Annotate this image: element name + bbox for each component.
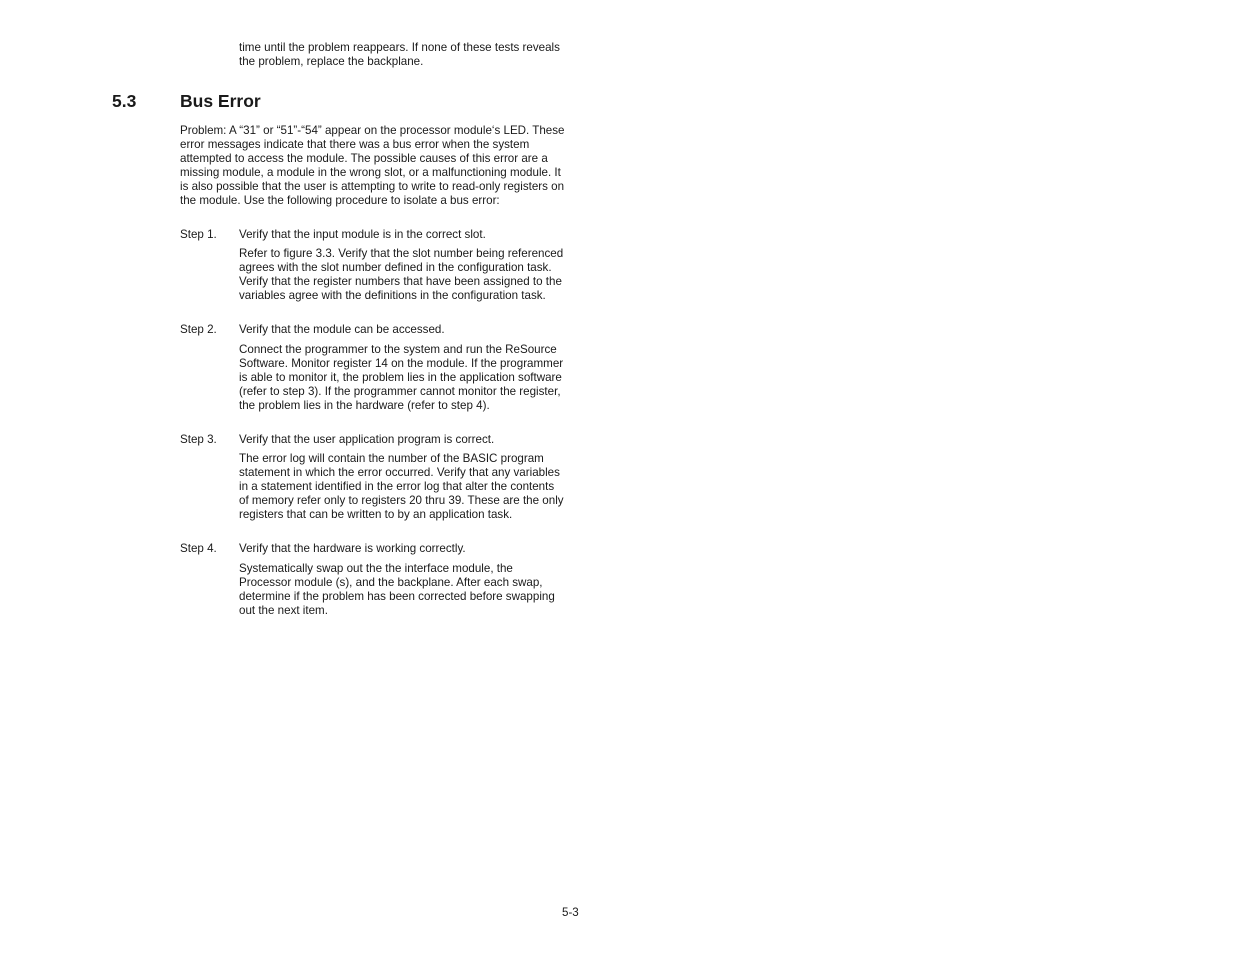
step-3-body: The error log will contain the number of the BASIC program statement in which the error occurred. Verify that any variables in a statement identified in the error log that alter the contents of memory refer only to registers 20 thru 39. These are the only registers that can be written to by an application task. <box>239 452 564 521</box>
step-4-heading: Verify that the hardware is working correctly. <box>239 542 466 555</box>
section-title: Bus Error <box>180 91 261 111</box>
step-2-label: Step 2. <box>180 323 217 336</box>
section-number: 5.3 <box>112 91 137 111</box>
step-2-body: Connect the programmer to the system and run the ReSource Software. Monitor register 14 on the module. If the programmer is able to monitor it, the problem lies in the application software (refer to step 3). If the programmer cannot monitor the register, the problem lies in the hardware (refer to step 4). <box>239 343 564 412</box>
step-1-label: Step 1. <box>180 228 217 241</box>
step-3-label: Step 3. <box>180 433 217 446</box>
step-1-heading: Verify that the input module is in the correct slot. <box>239 228 486 241</box>
step-2-heading: Verify that the module can be accessed. <box>239 323 445 336</box>
continuation-paragraph: time until the problem reappears. If none of these tests reveals the problem, replace the backplane. <box>239 41 560 68</box>
step-4-label: Step 4. <box>180 542 217 555</box>
step-3-heading: Verify that the user application program is correct. <box>239 433 495 446</box>
page-number: 5-3 <box>562 906 579 919</box>
step-4-body: Systematically swap out the the interface module, the Processor module (s), and the backplane. After each swap, determine if the problem has been corrected before swapping out the next item. <box>239 562 555 617</box>
step-1-body: Refer to figure 3.3. Verify that the slot number being referenced agrees with the slot number defined in the configuration task. Verify that the register numbers that have been assigned to the variables agree with the definitions in the configuration task. <box>239 247 564 302</box>
section-intro-paragraph: Problem: A “31” or “51”-“54” appear on the processor module‘s LED. These error messages indicate that there was a bus error when the system attempted to access the module. The possible causes of this error are a missing module, a module in the wrong slot, or a malfunctioning module. It is also possible that the user is attempting to write to read-only registers on the module. Use the following procedure to isolate a bus error: <box>180 124 565 207</box>
